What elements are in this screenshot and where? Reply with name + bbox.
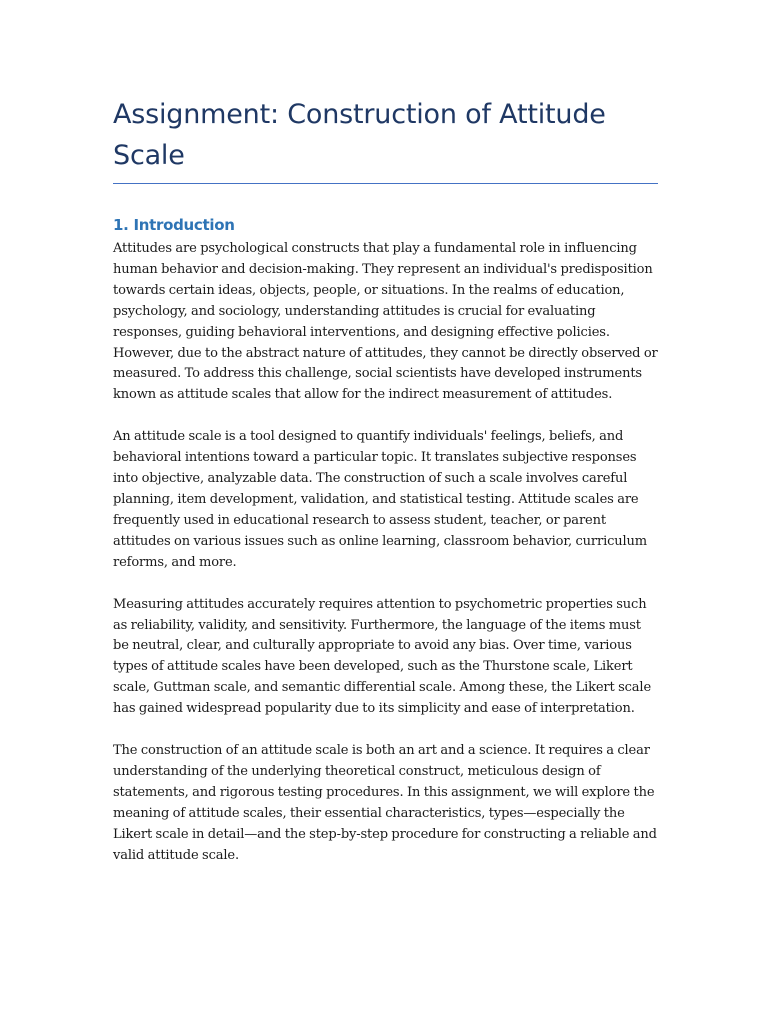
paragraph-3: Measuring attitudes accurately requires attention to psychometric properties such as reliability, validity, and sensitivity. Furthermore, the language of the items must be neutral, clear, and culturally appropriate to avoid any bias. Over time, various types of attitude scales have been developed, such as the Thurstone scale, Likert scale, Guttman scale, and semantic differential scale. Among these, the Likert scale has gained widespread popularity due to its simplicity and ease of interpretation.	[113, 596, 652, 717]
paragraph-1: Attitudes are psychological constructs that play a fundamental role in influencing human behavior and decision-making. They represent an individual's predisposition towards certain ideas, objects, people, or situations. In the realms of education, psychology, and sociology, understanding attitudes is crucial for evaluating responses, guiding behavioral interventions, and designing effective policies. However, due to the abstract nature of attitudes, they cannot be directly observed or measured. To address this challenge, social scientists have developed instruments known as attitude scales that allow for the indirect measurement of attitudes.	[113, 241, 658, 403]
document-title: Assignment: Construction of Attitude Scale	[113, 94, 658, 184]
document-page	[113, 94, 658, 887]
section-heading-introduction: 1. Introduction	[113, 216, 235, 234]
paragraph-2: An attitude scale is a tool designed to quantify individuals' feelings, beliefs, and behavioral intentions toward a particular topic. It translates subjective responses into objective, analyzable data. The construction of such a scale involves careful planning, item development, validation, and statistical testing. Attitude scales are frequently used in educational research to assess student, teacher, or parent attitudes on various issues such as online learning, classroom behavior, curriculum reforms, and more.	[113, 429, 648, 570]
paragraph-4: The construction of an attitude scale is both an art and a science. It requires a clear understanding of the underlying theoretical construct, meticulous design of statements, and rigorous testing procedures. In this assignment, we will explore the meaning of attitude scales, their essential characteristics, types—especially the Likert scale in detail—and the step-by-step procedure for constructing a reliable and valid attitude scale.	[113, 743, 657, 863]
